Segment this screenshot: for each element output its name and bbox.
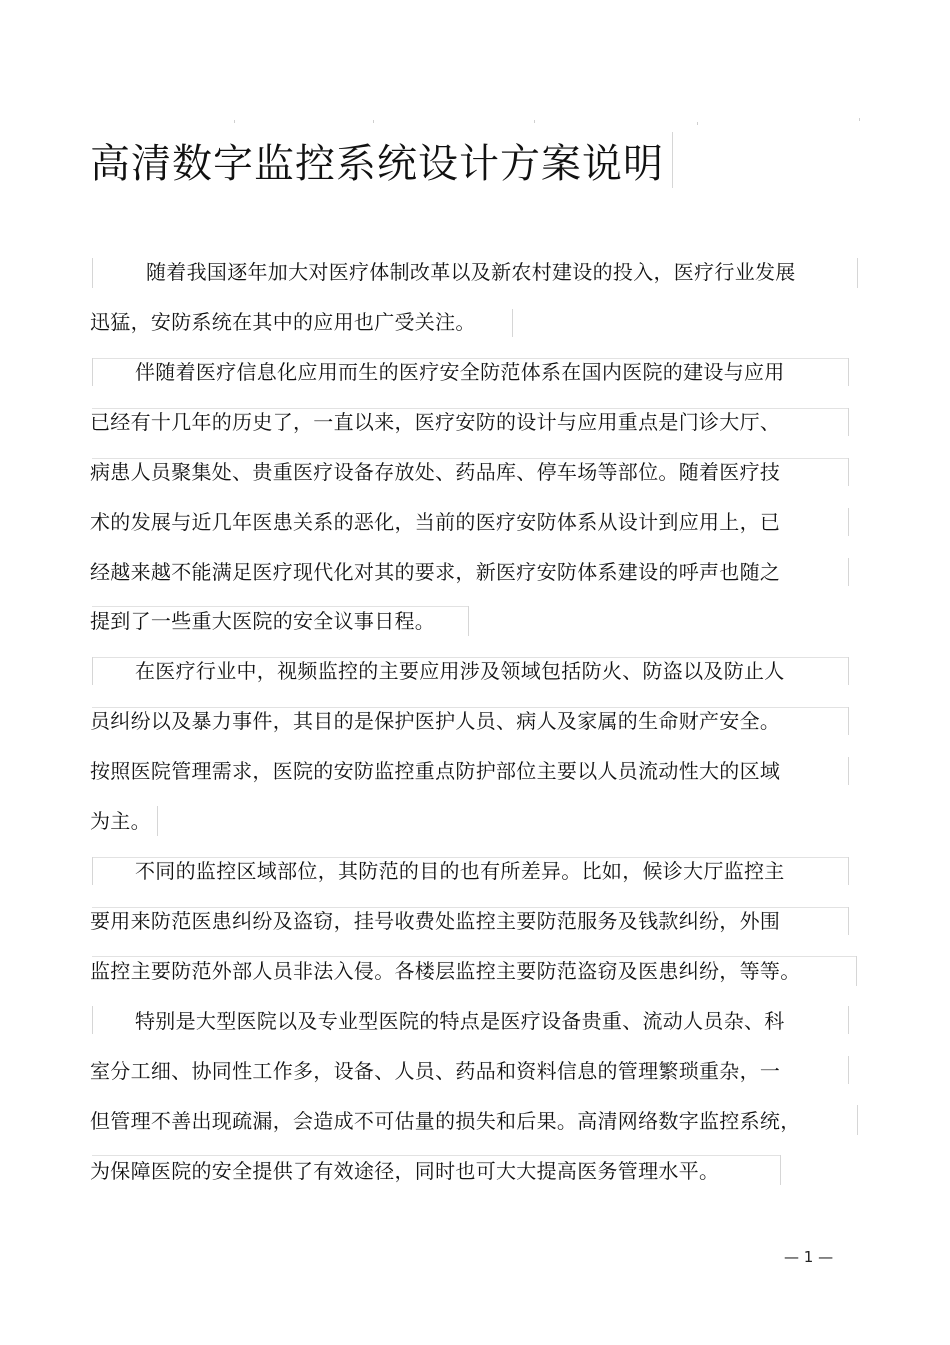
page-mark: [859, 118, 860, 121]
line-rule: [92, 1155, 780, 1156]
paragraph-line: 经越来越不能满足医疗现代化对其的要求，新医疗安防体系建设的呼声也随之: [90, 560, 781, 584]
line-rule: [848, 757, 849, 785]
paragraph-line: 不同的监控区域部位，其防范的目的也有所差异。比如，候诊大厅监控主: [135, 859, 785, 883]
line-rule: [157, 806, 158, 836]
line-rule: [780, 1155, 781, 1185]
line-rule: [856, 956, 857, 986]
line-rule: [848, 857, 849, 885]
paragraph-line: 病患人员聚集处、贵重医疗设备存放处、药品库、停车场等部位。随着医疗技: [90, 460, 781, 484]
line-rule: [92, 606, 468, 607]
page-number: — 1 —: [784, 1248, 834, 1266]
paragraph-line: 按照医院管理需求，医院的安防监控重点防护部位主要以人员流动性大的区域: [90, 759, 781, 783]
line-rule: [857, 258, 858, 288]
line-rule: [848, 358, 849, 386]
paragraph-line: 室分工细、协同性工作多，设备、人员、药品和资料信息的管理繁琐重杂，一: [90, 1059, 781, 1083]
line-rule: [848, 1056, 849, 1084]
line-rule: [848, 657, 849, 685]
paragraph-line: 伴随着医疗信息化应用而生的医疗安全防范体系在国内医院的建设与应用: [135, 360, 785, 384]
paragraph-line: 在医疗行业中，视频监控的主要应用涉及领域包括防火、防盗以及防止人: [135, 659, 785, 683]
line-rule: [848, 707, 849, 735]
line-rule: [848, 508, 849, 536]
paragraph-line: 迅猛，安防系统在其中的应用也广受关注。: [90, 310, 476, 334]
line-rule: [468, 606, 469, 636]
paragraph-line: 员纠纷以及暴力事件，其目的是保护医护人员、病人及家属的生命财产安全。: [90, 709, 781, 733]
paragraph-line: 为主。: [90, 809, 151, 833]
page-mark: [534, 120, 535, 123]
line-rule: [92, 956, 856, 957]
page-mark: [697, 122, 698, 125]
paragraph-line: 但管理不善出现疏漏，会造成不可估量的损失和后果。高清网络数字监控系统，: [90, 1109, 801, 1133]
line-rule: [848, 558, 849, 586]
page-mark: [373, 120, 374, 123]
paragraph-line: 要用来防范医患纠纷及盗窃，挂号收费处监控主要防范服务及钱款纠纷，外围: [90, 909, 781, 933]
line-rule: [857, 1105, 858, 1135]
paragraph-line: 术的发展与近几年医患关系的恶化，当前的医疗安防体系从设计到应用上，已: [90, 510, 781, 534]
line-rule: [848, 907, 849, 935]
line-rule: [512, 309, 513, 337]
paragraph-line: 提到了一些重大医院的安全议事日程。: [90, 609, 436, 633]
paragraph-line: 已经有十几年的历史了，一直以来，医疗安防的设计与应用重点是门诊大厅、: [90, 410, 781, 434]
paragraph-line: 特别是大型医院以及专业型医院的特点是医疗设备贵重、流动人员杂、科: [135, 1009, 785, 1033]
page-mark: [234, 120, 235, 123]
paragraph-line: 为保障医院的安全提供了有效途径，同时也可大大提高医务管理水平。: [90, 1159, 720, 1183]
paragraph-line: 监控主要防范外部人员非法入侵。各楼层监控主要防范盗窃及医患纠纷，等等。: [90, 959, 801, 983]
line-rule: [848, 458, 849, 486]
line-rule: [848, 408, 849, 436]
document-title: 高清数字监控系统设计方案说明: [90, 141, 664, 187]
line-rule: [848, 1006, 849, 1034]
paragraph-line: 随着我国逐年加大对医疗体制改革以及新农村建设的投入，医疗行业发展: [146, 260, 796, 284]
title-rule: [672, 132, 673, 188]
